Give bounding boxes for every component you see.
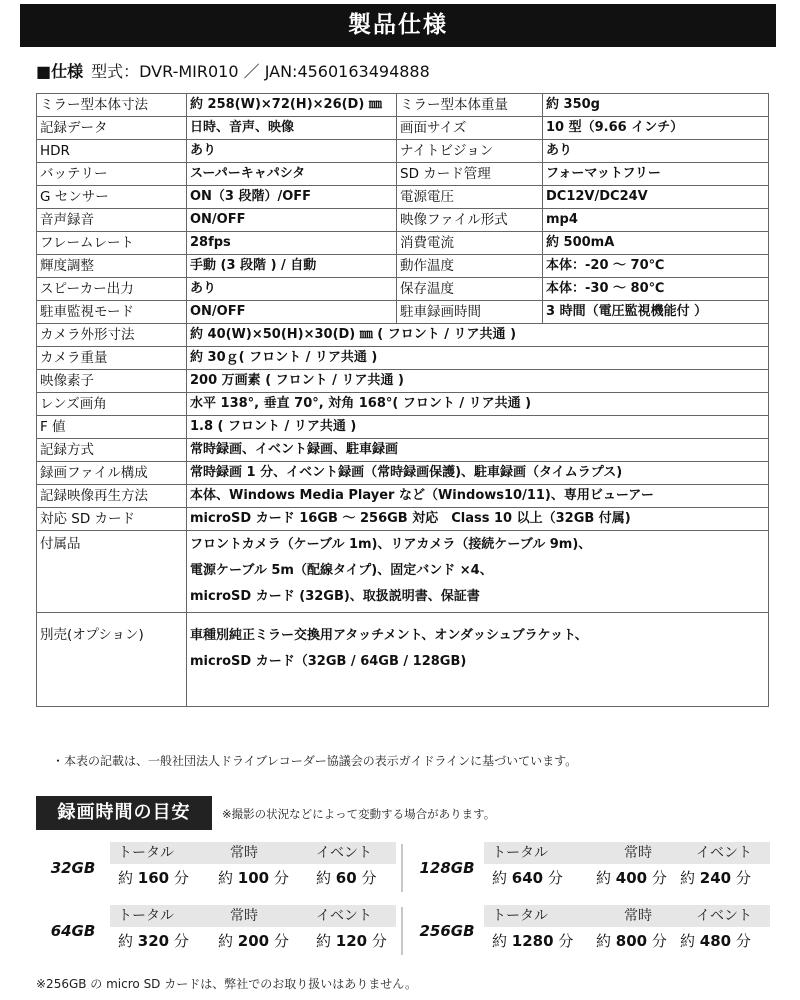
card-header <box>110 905 396 927</box>
col-total: トータル <box>492 908 548 924</box>
col-event: イベント <box>316 845 372 861</box>
spec-value: 約 350g <box>543 94 769 117</box>
spec-value: 手動 (3 段階 ) / 自動 <box>187 255 397 278</box>
spec-value: 約 40(W)×50(H)×30(D) ㎜ ( フロント / リア共通 ) <box>187 324 769 347</box>
card-capacity: 256GB <box>419 922 475 940</box>
spec-key: HDR <box>37 140 187 163</box>
page-title: 製品仕様 <box>20 4 776 47</box>
card-divider <box>401 844 403 892</box>
footnote: ※256GB の micro SD カードは、弊社でのお取り扱いはありません。 <box>36 977 417 991</box>
table-row <box>37 94 769 117</box>
spec-key: 録画ファイル構成 <box>37 462 187 485</box>
spec-key <box>37 613 187 707</box>
card-values <box>484 927 770 956</box>
col-total: トータル <box>118 845 174 861</box>
spec-value: ON/OFF <box>187 209 397 232</box>
spec-key: ミラー型本体寸法 <box>37 94 187 117</box>
spec-key: 電源電圧 <box>397 186 543 209</box>
spec-key: ナイトビジョン <box>397 140 543 163</box>
spec-value: 常時録画 1 分、イベント録画（常時録画保護)、駐車録画（タイムラプス) <box>187 462 769 485</box>
spec-value: 本体：-30 ～ 80℃ <box>543 278 769 301</box>
spec-key: 映像素子 <box>37 370 187 393</box>
spec-key: 保存温度 <box>397 278 543 301</box>
value-continuous: 約 100 分 <box>218 869 289 887</box>
spec-value: 200 万画素 ( フロント / リア共通 ) <box>187 370 769 393</box>
table-row <box>37 485 769 508</box>
table-row <box>37 393 769 416</box>
table-row <box>37 232 769 255</box>
value-total: 約 320 分 <box>118 932 189 950</box>
table-row <box>37 278 769 301</box>
spec-key: フレームレート <box>37 232 187 255</box>
spec-value: あり <box>187 278 397 301</box>
model-number: 型式：DVR-MIR010 ／ JAN:4560163494888 <box>91 62 430 81</box>
spec-key: G センサー <box>37 186 187 209</box>
value-total: 約 640 分 <box>492 869 563 887</box>
value-total: 約 1280 分 <box>492 932 574 950</box>
col-event: イベント <box>696 845 752 861</box>
col-total: トータル <box>118 908 174 924</box>
table-row <box>37 613 769 707</box>
table-row <box>37 301 769 324</box>
spec-value: ON/OFF <box>187 301 397 324</box>
spec-value <box>187 613 769 707</box>
spec-key: 駐車監視モード <box>37 301 187 324</box>
card-header <box>484 842 770 864</box>
spec-value: 3 時間（電圧監視機能付 ） <box>543 301 769 324</box>
col-continuous: 常時 <box>230 908 258 924</box>
spec-value: 水平 138°, 垂直 70°, 対角 168°( フロント / リア共通 ) <box>187 393 769 416</box>
spec-key: 対応 SD カード <box>37 508 187 531</box>
spec-value: 約 500mA <box>543 232 769 255</box>
value-total: 約 160 分 <box>118 869 189 887</box>
table-row <box>37 370 769 393</box>
col-continuous: 常時 <box>624 845 652 861</box>
table-row <box>37 324 769 347</box>
spec-value: 日時、音声、映像 <box>187 117 397 140</box>
spec-key: 記録映像再生方法 <box>37 485 187 508</box>
accessories-label: 付属品 <box>40 536 81 552</box>
spec-key: 輝度調整 <box>37 255 187 278</box>
spec-key: カメラ外形寸法 <box>37 324 187 347</box>
spec-value: 28fps <box>187 232 397 255</box>
spec-key: 記録データ <box>37 117 187 140</box>
value-continuous: 約 400 分 <box>596 869 667 887</box>
table-row <box>37 255 769 278</box>
card-values <box>484 864 770 893</box>
card-capacity: 64GB <box>50 922 96 940</box>
table-row <box>37 186 769 209</box>
spec-value: mp4 <box>543 209 769 232</box>
spec-value: microSD カード 16GB ～ 256GB 対応 Class 10 以上（32GB 付属) <box>187 508 769 531</box>
accessories-line: 電源ケーブル 5m（配線タイプ)、固定バンド ×4、 <box>190 563 493 578</box>
spec-value: スーパーキャパシタ <box>187 163 397 186</box>
spec-value: 10 型（9.66 インチ） <box>543 117 769 140</box>
table-row <box>37 140 769 163</box>
spec-key: 消費電流 <box>397 232 543 255</box>
spec-key: 映像ファイル形式 <box>397 209 543 232</box>
spec-key: ミラー型本体重量 <box>397 94 543 117</box>
card-values <box>110 927 396 956</box>
recording-time-note: ※撮影の状況などによって変動する場合があります。 <box>222 807 496 821</box>
accessories-line: microSD カード (32GB)、取扱説明書、保証書 <box>190 589 480 604</box>
table-row <box>37 209 769 232</box>
value-continuous: 約 800 分 <box>596 932 667 950</box>
value-continuous: 約 200 分 <box>218 932 289 950</box>
spec-heading-lead: ■仕様 <box>36 62 84 81</box>
spec-key: 記録方式 <box>37 439 187 462</box>
spec-value: 本体、Windows Media Player など（Windows10/11)、専用ビューアー <box>187 485 769 508</box>
accessories-line: フロントカメラ（ケーブル 1m)、リアカメラ（接続ケーブル 9m)、 <box>190 537 592 552</box>
spec-value: あり <box>543 140 769 163</box>
spec-key: レンズ画角 <box>37 393 187 416</box>
spec-key: カメラ重量 <box>37 347 187 370</box>
spec-key: 画面サイズ <box>397 117 543 140</box>
recording-card-256gb <box>410 905 770 956</box>
value-event: 約 120 分 <box>316 932 387 950</box>
col-continuous: 常時 <box>230 845 258 861</box>
table-row <box>37 347 769 370</box>
spec-value: 約 30ｇ( フロント / リア共通 ) <box>187 347 769 370</box>
spec-key: 動作温度 <box>397 255 543 278</box>
table-row <box>37 439 769 462</box>
value-event: 約 480 分 <box>680 932 751 950</box>
options-label: 別売(オプション) <box>40 627 144 643</box>
table-row <box>37 117 769 140</box>
spec-value <box>187 531 769 613</box>
table-row <box>37 416 769 439</box>
spec-key: スピーカー出力 <box>37 278 187 301</box>
options-line: microSD カード（32GB / 64GB / 128GB) <box>190 654 467 669</box>
spec-value: 常時録画、イベント録画、駐車録画 <box>187 439 769 462</box>
recording-card-128gb <box>410 842 770 893</box>
col-event: イベント <box>696 908 752 924</box>
spec-key <box>37 531 187 613</box>
table-row <box>37 531 769 613</box>
options-line: 車種別純正ミラー交換用アタッチメント、オンダッシュブラケット、 <box>190 628 588 643</box>
recording-card-64gb <box>36 905 396 956</box>
spec-value: DC12V/DC24V <box>543 186 769 209</box>
recording-card-32gb <box>36 842 396 893</box>
spec-heading <box>36 61 430 83</box>
spec-value: フォーマットフリー <box>543 163 769 186</box>
guideline-note: ・本表の記載は、一般社団法人ドライブレコーダー協議会の表示ガイドラインに基づいています。 <box>52 754 578 768</box>
card-capacity: 128GB <box>419 859 475 877</box>
spec-key: 駐車録画時間 <box>397 301 543 324</box>
col-event: イベント <box>316 908 372 924</box>
col-total: トータル <box>492 845 548 861</box>
card-header <box>110 842 396 864</box>
card-header <box>484 905 770 927</box>
col-continuous: 常時 <box>624 908 652 924</box>
spec-key: F 値 <box>37 416 187 439</box>
card-capacity: 32GB <box>50 859 96 877</box>
spec-table <box>36 93 769 707</box>
spec-value: 1.8 ( フロント / リア共通 ) <box>187 416 769 439</box>
spec-value: 約 258(W)×72(H)×26(D) ㎜ <box>187 94 397 117</box>
spec-key: SD カード管理 <box>397 163 543 186</box>
table-row <box>37 163 769 186</box>
table-row <box>37 508 769 531</box>
recording-time-title: 録画時間の目安 <box>36 796 212 830</box>
spec-key: 音声録音 <box>37 209 187 232</box>
table-row <box>37 462 769 485</box>
card-divider <box>401 907 403 955</box>
spec-value: ON（3 段階）/OFF <box>187 186 397 209</box>
value-event: 約 240 分 <box>680 869 751 887</box>
spec-value: あり <box>187 140 397 163</box>
spec-key: バッテリー <box>37 163 187 186</box>
value-event: 約 60 分 <box>316 869 377 887</box>
card-values <box>110 864 396 893</box>
spec-value: 本体：-20 ～ 70℃ <box>543 255 769 278</box>
